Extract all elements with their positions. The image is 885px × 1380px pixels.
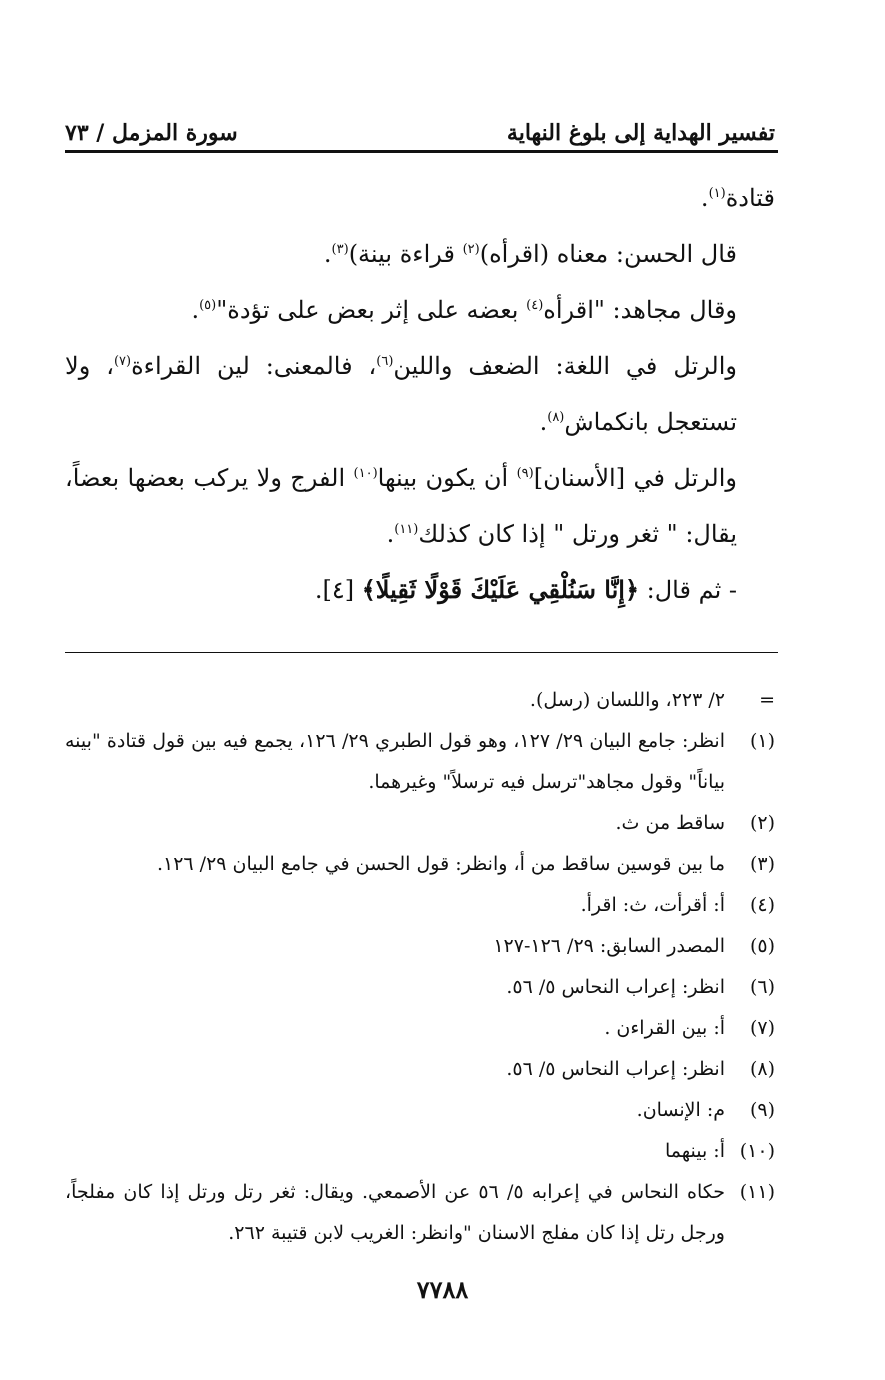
footnote-ref: (١١) [394,522,419,537]
header-surah: سورة المزمل / ٧٣ [65,120,238,146]
footnote-text: انظر: إعراب النحاس ٥/ ٥٦. [506,976,725,998]
text-span: . [539,408,548,436]
footnote-text: المصدر السابق: ٢٩/ ١٢٦-١٢٧ [493,935,725,957]
footnote-item [65,1008,775,1049]
footnote-item [65,1049,775,1090]
footnote-text: انظر: جامع البيان ٢٩/ ١٢٧، وهو قول الطبري ٢٩/ ١٢٦، يجمع فيه بين قول قتادة "بينه بياناً" وقول مجاهد"ترسل فيه ترسلاً" وغيرهما. [65,730,725,793]
footnote-number: (١١) [739,1181,775,1203]
footnote-item [65,721,775,803]
footnote-number: (٤) [749,894,775,916]
verse-number: [٤]. [314,576,362,604]
footnote-text: م: الإنسان. [636,1099,725,1121]
text-span: . [191,296,200,324]
footnote-number: (٥) [749,935,775,957]
footnote-number: (٦) [749,976,775,998]
footnote-item [65,1131,775,1172]
text-span: - ثم قال: [639,576,737,604]
page-number: ٧٧٨٨ [416,1275,469,1304]
header-rule [65,150,778,153]
footnote-item [65,1090,775,1131]
footnote-ref: (٤) [526,298,544,313]
text-span: ، ولا تستعجل بانكماش [65,352,737,436]
footnote-ref: (٩) [516,466,534,481]
text-span: بعضه على إثر بعض على تؤدة" [216,296,527,324]
footnote-number: (٢) [749,812,775,834]
paragraph-verse [65,562,775,618]
text-span: وقال مجاهد: "اقرأه [543,296,737,324]
footnote-ref: (٥) [199,298,217,313]
quran-verse: ﴿إِنَّا سَنُلْقِي عَلَيْكَ قَوْلًا ثَقِيلًا﴾ [361,575,640,604]
footnote-number: (٣) [749,853,775,875]
footnote-ref: (٢) [462,242,480,257]
footnote-number: (٩) [749,1099,775,1121]
footnote-text: أ: بين القراءن . [604,1017,725,1039]
footnotes [65,680,775,1254]
paragraph-qatada [65,170,775,226]
footnote-number: (٧) [749,1017,775,1039]
text-span: . [323,240,332,268]
paragraph-asnan [65,450,775,562]
footnote-text: ساقط من ث. [615,812,725,834]
footnote-ref: (١) [708,186,726,201]
footnote-ref: (١٠) [353,466,378,481]
footnote-item [65,844,775,885]
footnote-text: أ: أقرأت، ث: اقرأ. [580,894,725,916]
main-text [65,170,775,618]
footnote-ref: (٣) [331,242,349,257]
footnote-item [65,885,775,926]
text-span: والرتل في اللغة: الضعف واللين [393,352,737,380]
header-book-title: تفسير الهداية إلى بلوغ النهاية [506,120,775,146]
footnote-item [65,1172,775,1254]
footnote-ref: (٧) [113,354,132,369]
footnote-item [65,680,775,721]
footnote-text: ما بين قوسين ساقط من أ، وانظر: قول الحسن في جامع البيان ٢٩/ ١٢٦. [156,853,725,875]
footnote-item [65,967,775,1008]
running-header [65,112,775,146]
footnote-ref: (٦) [376,354,394,369]
footnote-text: ٢/ ٢٢٣، واللسان (رسل). [529,689,725,711]
footnote-number: = [759,689,775,711]
text-span: والرتل في [الأسنان] [533,464,737,492]
text-span: قتادة [725,184,775,212]
text-span: قال الحسن: معناه (اقرأه) [479,240,737,268]
text-span: الفرج ولا يركب بعضها بعضاً، يقال: " ثغر ورتل " إذا كان كذلك [65,464,737,548]
text-span: . [386,520,395,548]
footnote-text: انظر: إعراب النحاس ٥/ ٥٦. [506,1058,725,1080]
footnote-number: (٨) [749,1058,775,1080]
text-span: ، فالمعنى: لين القراءة [131,352,377,380]
footnote-ref: (٨) [547,410,565,425]
paragraph-lugha [65,338,775,450]
footnote-text: حكاه النحاس في إعرابه ٥/ ٥٦ عن الأصمعي. ويقال: ثغر رتل ورتل إذا كان مفلجاً، ورجل رتل إذا كان مفلج الاسنان "وانظر: الغريب لابن قتيبة ٢٦٢. [65,1181,725,1244]
text-span: قراءة بينة) [348,240,463,268]
footnote-text: أ: بينهما [664,1140,725,1162]
footnote-item [65,926,775,967]
text-span: أن يكون بينها [377,464,517,492]
footnote-rule [65,652,778,653]
paragraph-hasan [65,226,775,282]
footnote-number: (١٠) [739,1140,775,1162]
footnote-number: (١) [749,730,775,752]
footnote-item [65,803,775,844]
paragraph-mujahid [65,282,775,338]
text-span: . [700,184,709,212]
